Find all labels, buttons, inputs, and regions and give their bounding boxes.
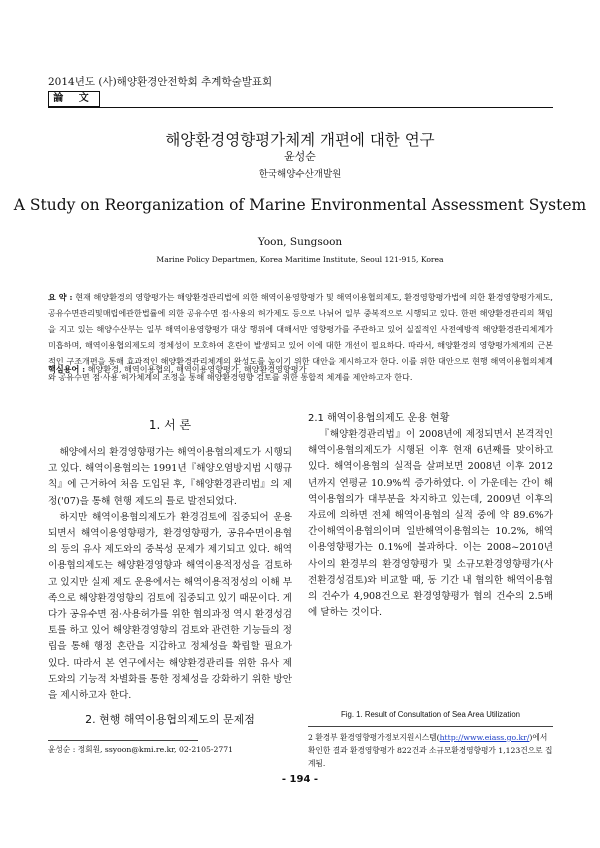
header-rule — [48, 107, 553, 108]
section-heading-introduction: 1. 서 론 — [148, 418, 192, 432]
figure-caption: Fig. 1. Result of Consultation of Sea Area Utilization — [341, 710, 520, 719]
paper-title-korean: 해양환경영향평가체계 개편에 대한 연구 — [165, 131, 435, 149]
footnote-rule — [308, 726, 553, 727]
footnote-link[interactable]: http://www.eiass.go.kr/ — [439, 733, 530, 742]
body-paragraph: 하지만 해역이용협의제도가 환경검토에 집중되어 운용되면서 해역이용영향평가, 환경영향평가, 공유수면이용협의 등의 유사 제도와의 중복성 문제가 제기되고 있다. 해역이용협의제도는 해양환경영향과 해역이용적정성을 검토하고 있지만 실제 제도 운용에서는 해역이용적정성의 이해 부족으로 해양환경영향의 검토에 집중되고 있기 때문이다. 게다가 공유수면 점·사용허가를 위한 협의과정 역시 환경성검토를 하고 있어 해양환경영향의 검토와 관련한 기능들의 정립을 통해 행정 혼란을 지갑하고 정체성을 확립할 필요가 있다. 따라서 본 연구에서는 해양환경관리를 위한 유사 제도와의 기능적 차별화를 통한 정체성을 강화하기 위한 방안을 제시하고자 한다. — [48, 511, 292, 702]
footnote-suffix: )에서 확인한 결과 환경영향평가 822건과 소규모환경영향평가 1,123건으로 집계됨. — [308, 733, 553, 768]
section-heading-problems: 2. 현행 해역이용협의제도의 문제점 — [85, 713, 255, 726]
author-english: Yoon, Sungsoon — [257, 236, 343, 248]
right-column-body — [308, 427, 553, 621]
affiliation-korean: 한국해양수산개발원 — [258, 169, 342, 180]
keywords — [48, 364, 553, 375]
body-paragraph: 『해양환경관리법』이 2008년에 제정되면서 본격적인 해역이용협의제도가 시행된 이후 현재 6년째를 맞이하고 있다. 해역이용협의 실적을 살펴보면 2008년 이후 2012년까지 연평균 10.9%씩 증가하였다. 이 가운데는 간이 해역이용협의가 대부분을 차지하고 있는데, 2009년 이후의 자료에 의하면 전체 해역이용협의 실적 중에 약 89.6%가 간이해역이용협의이며 일반해역이용협의는 10.2%, 해역이용영향평가는 0.1%에 불과하다. 이는 2008~2010년 사이의 환경부의 환경영향평가 및 소규모환경영향평가(사전환경성검토)와 비교할 때, 동 기간 내 협의한 해역이용협의 건수가 4,908건으로 환경영향평가 협의 건수의 2.5배에 달하는 것이다. — [308, 429, 553, 619]
footnote-rule — [48, 740, 198, 741]
article-type-tag: 論 文 — [48, 91, 100, 107]
keywords-label: 핵심용어 : — [48, 364, 86, 374]
left-column-body — [48, 445, 292, 704]
subsection-heading: 2.1 해역이용협의제도 운용 현황 — [308, 413, 450, 424]
author-contact-footnote: 윤성순 : 정회원, ssyoon@kmi.re.kr, 02-2105-2771 — [48, 745, 234, 754]
affiliation-english: Marine Policy Departmen, Korea Maritime Institute, Seoul 121-915, Korea — [156, 255, 444, 264]
footnote — [308, 731, 553, 770]
conference-header: 2014년도 (사)해양환경안전학회 추계학술발표회 — [48, 76, 273, 88]
page-number: - 194 - — [281, 774, 319, 785]
author-korean: 윤성순 — [284, 150, 316, 163]
abstract-text: 현재 해양환경의 영향평가는 해양환경관리법에 의한 해역이용영향평가 및 해역이용협의제도, 환경영향평가법에 의한 환경영향평가제도, 공유수면관리및매립에관한법률에 의한 공유수면 점·사용의 허가제도 등으로 나뉘어 일부 중복적으로 시행되고 있다. 한편 해양환경관리의 책임을 지고 있는 해양수산부는 일부 해역이용영향평가 대상 행위에 대해서만 영향평가를 주관하고 있어 실질적인 사전예방적 해양환경관리체계가 미흡하며, 해역이용협의제도의 정체성이 모호하여 혼란이 발생되고 있어 이에 대한 개선이 필요하다. 따라서, 해양환경의 영향평가체계의 근본적인 구조개편을 통해 효과적인 해양환경관리체계의 완성도를 높이기 위한 대안을 제시하고자 한다. 이를 위한 대안으로 현행 해역이용협의체계와 공유수면 점·사용 허가체계의 조정을 통해 해양환경영향 검토를 위한 통합적 체계를 제안하고자 한다. — [48, 292, 553, 382]
keywords-text: 해양환경, 해역이용협의, 해역이용영향평가, 해양환경영향평가 — [87, 364, 307, 374]
paper-title-english: A Study on Reorganization of Marine Environmental Assessment System — [13, 196, 587, 214]
footnote-prefix: 2 환경부 환경영향평가정보지원시스템( — [308, 733, 440, 742]
abstract-label: 요 약 : — [48, 292, 73, 302]
body-paragraph: 해양에서의 환경영향평가는 해역이용협의제도가 시행되고 있다. 해역이용협의는 1991년『해양오염방지법 시행규칙』에 근거하여 처음 도입된 후,『해양환경관리법』의 제정('07)을 통해 현행 제도의 틀로 발전되었다. — [48, 447, 292, 507]
